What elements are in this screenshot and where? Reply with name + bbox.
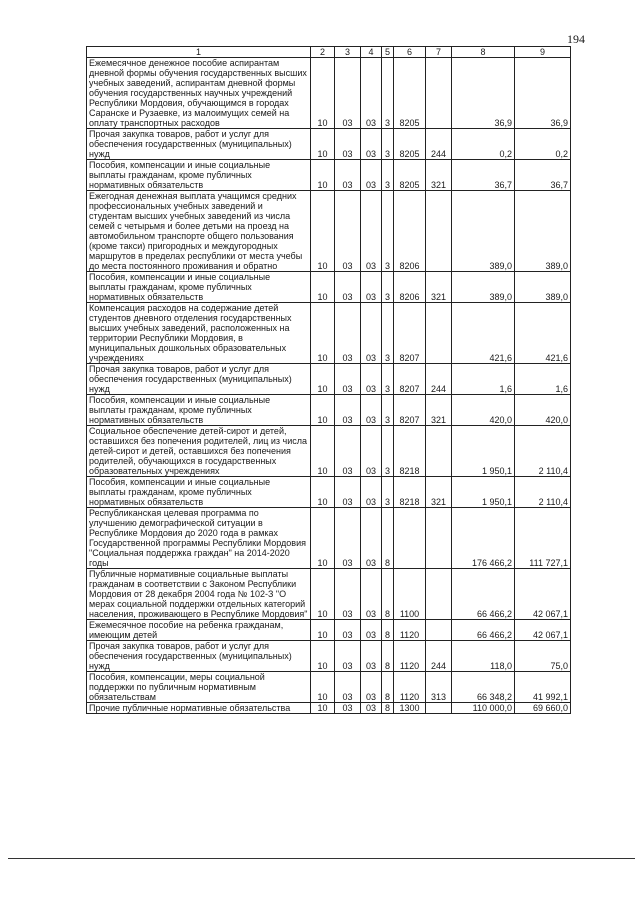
row-cell-c2: 10 xyxy=(311,191,335,272)
row-cell-c4: 03 xyxy=(361,364,382,395)
row-cell-c8: 0,2 xyxy=(452,129,515,160)
row-cell-c3: 03 xyxy=(335,620,361,641)
row-cell-c9: 75,0 xyxy=(515,641,571,672)
row-cell-c5: 8 xyxy=(382,508,394,569)
row-cell-c8: 36,9 xyxy=(452,58,515,129)
row-cell-c8: 421,6 xyxy=(452,303,515,364)
row-cell-c4: 03 xyxy=(361,477,382,508)
row-description: Ежегодная денежная выплата учащимся средних профессиональных учебных заведений и студентам высших учебных заведений из числа семей с четырьмя и более детьми на проезд на автомобильном транспорте общего пользования (кроме такси) пригородных и междугородных маршрутов в пределах республики от места учебы до места постоянного проживания и обратно xyxy=(87,191,311,272)
row-cell-c9: 0,2 xyxy=(515,129,571,160)
row-cell-c3: 03 xyxy=(335,426,361,477)
row-cell-c9: 36,7 xyxy=(515,160,571,191)
row-cell-c6: 1120 xyxy=(394,641,426,672)
table-row xyxy=(87,569,571,620)
row-cell-c7 xyxy=(426,620,452,641)
row-cell-c2: 10 xyxy=(311,508,335,569)
row-cell-c3: 03 xyxy=(335,672,361,703)
row-cell-c5: 3 xyxy=(382,160,394,191)
row-description: Пособия, компенсации, меры социальной поддержки по публичным нормативным обязательствам xyxy=(87,672,311,703)
row-cell-c4: 03 xyxy=(361,703,382,714)
row-cell-c8: 389,0 xyxy=(452,272,515,303)
row-cell-c5: 3 xyxy=(382,129,394,160)
row-cell-c2: 10 xyxy=(311,672,335,703)
row-cell-c8: 66 466,2 xyxy=(452,620,515,641)
row-cell-c9: 111 727,1 xyxy=(515,508,571,569)
row-cell-c4: 03 xyxy=(361,672,382,703)
row-cell-c9: 42 067,1 xyxy=(515,569,571,620)
row-cell-c4: 03 xyxy=(361,426,382,477)
header-cell: 9 xyxy=(515,47,571,58)
row-cell-c7: 321 xyxy=(426,272,452,303)
row-cell-c5: 3 xyxy=(382,272,394,303)
header-cell: 5 xyxy=(382,47,394,58)
row-cell-c4: 03 xyxy=(361,160,382,191)
table-row xyxy=(87,364,571,395)
row-cell-c5: 3 xyxy=(382,395,394,426)
row-cell-c2: 10 xyxy=(311,477,335,508)
row-cell-c7 xyxy=(426,58,452,129)
row-description: Публичные нормативные социальные выплаты гражданам в соответствии с Законом Республики Мордовия от 28 декабря 2004 года № 102-З "О мерах социальной поддержки отдельных категорий населения, проживающего в Республике Мордовия" xyxy=(87,569,311,620)
row-cell-c9: 69 660,0 xyxy=(515,703,571,714)
header-cell: 1 xyxy=(87,47,311,58)
row-cell-c6: 1120 xyxy=(394,672,426,703)
row-cell-c4: 03 xyxy=(361,641,382,672)
table-row xyxy=(87,477,571,508)
row-description: Республиканская целевая программа по улучшению демографической ситуации в Республике Мордовия до 2020 года в рамках Государственной программы Республики Мордовия "Социальная поддержка граждан" на 2014-2020 годы xyxy=(87,508,311,569)
row-cell-c6: 8205 xyxy=(394,129,426,160)
row-cell-c6: 8207 xyxy=(394,303,426,364)
table-row xyxy=(87,703,571,714)
row-cell-c6: 1120 xyxy=(394,620,426,641)
row-cell-c3: 03 xyxy=(335,569,361,620)
table-body xyxy=(87,58,571,714)
table-row xyxy=(87,508,571,569)
row-cell-c9: 41 992,1 xyxy=(515,672,571,703)
row-cell-c5: 8 xyxy=(382,672,394,703)
table-row xyxy=(87,672,571,703)
row-cell-c5: 8 xyxy=(382,569,394,620)
row-cell-c6 xyxy=(394,508,426,569)
row-cell-c3: 03 xyxy=(335,58,361,129)
header-cell: 8 xyxy=(452,47,515,58)
row-description: Ежемесячное пособие на ребенка гражданам, имеющим детей xyxy=(87,620,311,641)
row-cell-c7: 321 xyxy=(426,160,452,191)
row-cell-c6: 8205 xyxy=(394,58,426,129)
row-cell-c9: 2 110,4 xyxy=(515,426,571,477)
row-cell-c5: 3 xyxy=(382,191,394,272)
row-cell-c6: 8218 xyxy=(394,477,426,508)
header-cell: 4 xyxy=(361,47,382,58)
row-cell-c9: 1,6 xyxy=(515,364,571,395)
page-bottom-rule xyxy=(8,858,635,859)
row-cell-c6: 8207 xyxy=(394,395,426,426)
row-description: Пособия, компенсации и иные социальные выплаты гражданам, кроме публичных нормативных обязательств xyxy=(87,395,311,426)
row-cell-c5: 8 xyxy=(382,641,394,672)
row-cell-c8: 118,0 xyxy=(452,641,515,672)
row-cell-c9: 420,0 xyxy=(515,395,571,426)
row-cell-c2: 10 xyxy=(311,129,335,160)
row-cell-c5: 8 xyxy=(382,620,394,641)
row-cell-c5: 3 xyxy=(382,364,394,395)
table-row xyxy=(87,303,571,364)
row-cell-c2: 10 xyxy=(311,569,335,620)
row-description: Прочая закупка товаров, работ и услуг для обеспечения государственных (муниципальных) нужд xyxy=(87,364,311,395)
row-cell-c7 xyxy=(426,569,452,620)
header-cell: 7 xyxy=(426,47,452,58)
row-description: Пособия, компенсации и иные социальные выплаты гражданам, кроме публичных нормативных обязательств xyxy=(87,272,311,303)
row-cell-c8: 66 466,2 xyxy=(452,569,515,620)
row-cell-c3: 03 xyxy=(335,395,361,426)
row-cell-c5: 8 xyxy=(382,703,394,714)
row-cell-c2: 10 xyxy=(311,641,335,672)
row-cell-c2: 10 xyxy=(311,703,335,714)
row-cell-c7 xyxy=(426,191,452,272)
table-row xyxy=(87,620,571,641)
row-cell-c6: 8206 xyxy=(394,191,426,272)
table-row xyxy=(87,191,571,272)
row-cell-c5: 3 xyxy=(382,426,394,477)
row-description: Пособия, компенсации и иные социальные выплаты гражданам, кроме публичных нормативных обязательств xyxy=(87,160,311,191)
row-cell-c3: 03 xyxy=(335,160,361,191)
row-cell-c7: 321 xyxy=(426,477,452,508)
row-cell-c2: 10 xyxy=(311,303,335,364)
row-cell-c8: 36,7 xyxy=(452,160,515,191)
row-description: Прочие публичные нормативные обязательства xyxy=(87,703,311,714)
row-cell-c3: 03 xyxy=(335,129,361,160)
row-cell-c7: 244 xyxy=(426,129,452,160)
row-cell-c9: 389,0 xyxy=(515,272,571,303)
budget-table xyxy=(86,46,571,714)
row-cell-c3: 03 xyxy=(335,191,361,272)
row-cell-c4: 03 xyxy=(361,395,382,426)
page-number: 194 xyxy=(567,32,585,46)
row-cell-c7: 313 xyxy=(426,672,452,703)
row-cell-c8: 389,0 xyxy=(452,191,515,272)
table-row xyxy=(87,272,571,303)
row-cell-c3: 03 xyxy=(335,641,361,672)
row-cell-c7: 244 xyxy=(426,641,452,672)
header-cell: 6 xyxy=(394,47,426,58)
header-cell: 3 xyxy=(335,47,361,58)
row-cell-c4: 03 xyxy=(361,129,382,160)
row-cell-c8: 110 000,0 xyxy=(452,703,515,714)
row-description: Прочая закупка товаров, работ и услуг для обеспечения государственных (муниципальных) нужд xyxy=(87,641,311,672)
header-row xyxy=(87,47,571,58)
row-cell-c9: 42 067,1 xyxy=(515,620,571,641)
row-cell-c5: 3 xyxy=(382,58,394,129)
header-cell: 2 xyxy=(311,47,335,58)
row-cell-c2: 10 xyxy=(311,160,335,191)
row-cell-c3: 03 xyxy=(335,303,361,364)
row-cell-c2: 10 xyxy=(311,58,335,129)
row-description: Пособия, компенсации и иные социальные выплаты гражданам, кроме публичных нормативных обязательств xyxy=(87,477,311,508)
row-cell-c9: 389,0 xyxy=(515,191,571,272)
row-cell-c4: 03 xyxy=(361,508,382,569)
row-cell-c2: 10 xyxy=(311,364,335,395)
table-row xyxy=(87,426,571,477)
row-cell-c6: 1100 xyxy=(394,569,426,620)
row-cell-c7 xyxy=(426,508,452,569)
row-cell-c6: 8218 xyxy=(394,426,426,477)
row-cell-c7 xyxy=(426,426,452,477)
row-cell-c3: 03 xyxy=(335,477,361,508)
row-cell-c6: 8206 xyxy=(394,272,426,303)
row-cell-c8: 1 950,1 xyxy=(452,426,515,477)
row-cell-c7: 244 xyxy=(426,364,452,395)
row-cell-c8: 176 466,2 xyxy=(452,508,515,569)
row-cell-c6: 1300 xyxy=(394,703,426,714)
row-description: Ежемесячное денежное пособие аспирантам дневной формы обучения государственных высших учебных заведений, аспирантам дневной формы обучения государственных научных учреждений Республики Мордовия, обучающимся в городах Саранске и Рузаевке, из малоимущих семей на оплату транспортных расходов xyxy=(87,58,311,129)
row-description: Прочая закупка товаров, работ и услуг для обеспечения государственных (муниципальных) нужд xyxy=(87,129,311,160)
row-cell-c9: 421,6 xyxy=(515,303,571,364)
row-cell-c3: 03 xyxy=(335,703,361,714)
row-description: Социальное обеспечение детей-сирот и детей, оставшихся без попечения родителей, лиц из числа детей-сирот и детей, оставшихся без попечения родителей, обучающихся в государственных образовательных учреждениях xyxy=(87,426,311,477)
row-cell-c4: 03 xyxy=(361,620,382,641)
row-cell-c7 xyxy=(426,303,452,364)
row-cell-c2: 10 xyxy=(311,395,335,426)
row-cell-c4: 03 xyxy=(361,191,382,272)
row-cell-c4: 03 xyxy=(361,303,382,364)
row-cell-c7: 321 xyxy=(426,395,452,426)
row-cell-c6: 8205 xyxy=(394,160,426,191)
row-cell-c5: 3 xyxy=(382,477,394,508)
table-row xyxy=(87,160,571,191)
row-cell-c7 xyxy=(426,703,452,714)
row-cell-c6: 8207 xyxy=(394,364,426,395)
row-cell-c9: 2 110,4 xyxy=(515,477,571,508)
row-cell-c8: 66 348,2 xyxy=(452,672,515,703)
row-cell-c4: 03 xyxy=(361,58,382,129)
row-cell-c8: 1,6 xyxy=(452,364,515,395)
row-cell-c5: 3 xyxy=(382,303,394,364)
row-description: Компенсация расходов на содержание детей студентов дневного отделения государственных высших учебных заведений, расположенных на территории Республики Мордовия, в муниципальных дошкольных образовательных учреждениях xyxy=(87,303,311,364)
row-cell-c4: 03 xyxy=(361,569,382,620)
table-row xyxy=(87,395,571,426)
table-row xyxy=(87,641,571,672)
row-cell-c2: 10 xyxy=(311,620,335,641)
table-row xyxy=(87,129,571,160)
row-cell-c2: 10 xyxy=(311,426,335,477)
row-cell-c2: 10 xyxy=(311,272,335,303)
row-cell-c3: 03 xyxy=(335,508,361,569)
row-cell-c4: 03 xyxy=(361,272,382,303)
table-row xyxy=(87,58,571,129)
row-cell-c8: 1 950,1 xyxy=(452,477,515,508)
row-cell-c3: 03 xyxy=(335,364,361,395)
row-cell-c8: 420,0 xyxy=(452,395,515,426)
row-cell-c9: 36,9 xyxy=(515,58,571,129)
row-cell-c3: 03 xyxy=(335,272,361,303)
